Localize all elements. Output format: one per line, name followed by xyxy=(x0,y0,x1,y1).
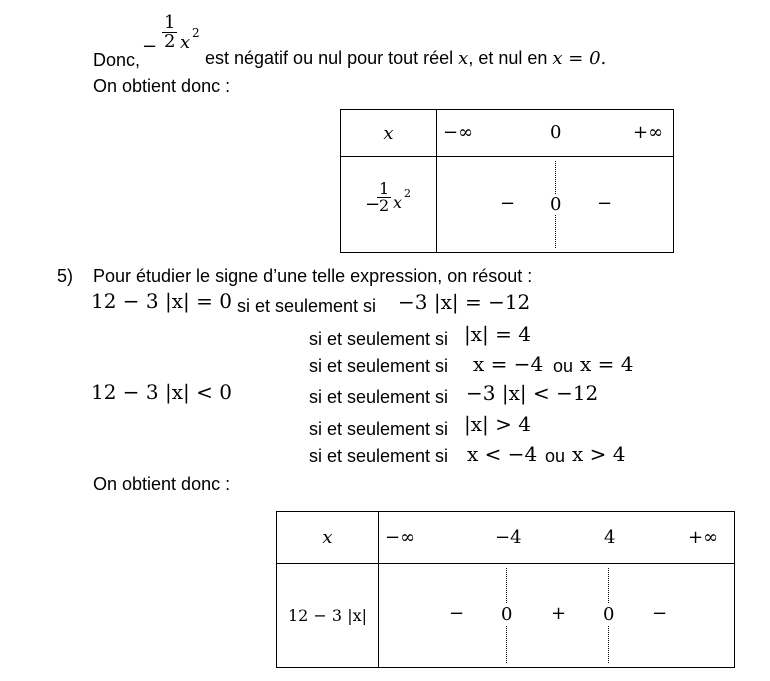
donc-label: Donc, xyxy=(93,50,141,70)
table1-fraction: 1 2 xyxy=(379,179,390,215)
ssi-4: si et seulement si xyxy=(309,387,449,407)
table1-sign-zero: 0 xyxy=(550,194,562,215)
table1-row-label-cell: − 1 2 x 2 xyxy=(341,157,437,253)
table2-header-values xyxy=(379,512,735,564)
table2-sign-2: 0 xyxy=(501,604,513,625)
table1-header-values xyxy=(437,110,674,157)
eq-x-zero: x = 0. xyxy=(552,48,607,69)
table2-sign-4: 0 xyxy=(603,604,615,625)
part5-number: 5) xyxy=(57,266,74,286)
table1-zero: 0 xyxy=(550,122,562,143)
ssi-1: si et seulement si xyxy=(237,296,377,316)
eq-step-4: x = 4 xyxy=(580,352,634,376)
table2-sign-3: + xyxy=(551,603,567,624)
sign-table-1 xyxy=(340,109,674,253)
ou-2: ou xyxy=(545,446,566,466)
eq-step-2: |x| = 4 xyxy=(464,322,531,346)
fraction: 1 2 xyxy=(164,12,176,52)
part4-statement: est négatif ou nul pour tout réel x, et nul en x = 0. xyxy=(205,48,607,69)
part4-conclusion: On obtient donc : xyxy=(93,76,231,96)
ineq-step-1: −3 |x| < −12 xyxy=(466,381,599,405)
table2-sign-1: − xyxy=(449,603,465,624)
part5-intro: Pour étudier le signe d’une telle expression, on résout : xyxy=(93,266,533,286)
sign-table-2 xyxy=(276,511,735,668)
table2-neg-inf: −∞ xyxy=(385,527,416,548)
table1-header-var-cell: x xyxy=(341,110,437,157)
part5-conclusion: On obtient donc : xyxy=(93,474,231,494)
ineq-step-4: x > 4 xyxy=(572,442,626,466)
table1-signs xyxy=(437,157,674,253)
table1-sign-right: − xyxy=(597,193,613,214)
table2-val-4: 4 xyxy=(604,527,616,548)
equation-lhs: 12 − 3 |x| = 0 xyxy=(91,289,232,313)
table2-row-label-cell xyxy=(277,564,379,668)
ssi-2: si et seulement si xyxy=(309,329,449,349)
ssi-3: si et seulement si xyxy=(309,356,449,376)
ineq-step-3: x < −4 xyxy=(467,442,538,466)
table2-sign-5: − xyxy=(652,603,668,624)
eq-step-1: −3 |x| = −12 xyxy=(398,290,531,314)
ou-1: ou xyxy=(553,356,574,376)
table2-val-minus4: −4 xyxy=(495,527,522,548)
ssi-6: si et seulement si xyxy=(309,446,449,466)
table2-pos-inf: +∞ xyxy=(688,527,719,548)
table2-row-label: 12 − 3 |x| xyxy=(287,606,367,625)
table1-pos-inf: +∞ xyxy=(633,122,664,143)
part4-intro-line xyxy=(93,20,140,80)
table2-header-var-cell: x xyxy=(277,512,379,564)
table2-signs xyxy=(379,564,735,668)
ineq-step-2: |x| > 4 xyxy=(464,412,531,436)
table1-sign-left: − xyxy=(500,193,516,214)
ssi-5: si et seulement si xyxy=(309,419,449,439)
eq-step-3: x = −4 xyxy=(473,352,544,376)
inequality-lhs: 12 − 3 |x| < 0 xyxy=(91,380,232,404)
table1-neg-inf: −∞ xyxy=(443,122,474,143)
